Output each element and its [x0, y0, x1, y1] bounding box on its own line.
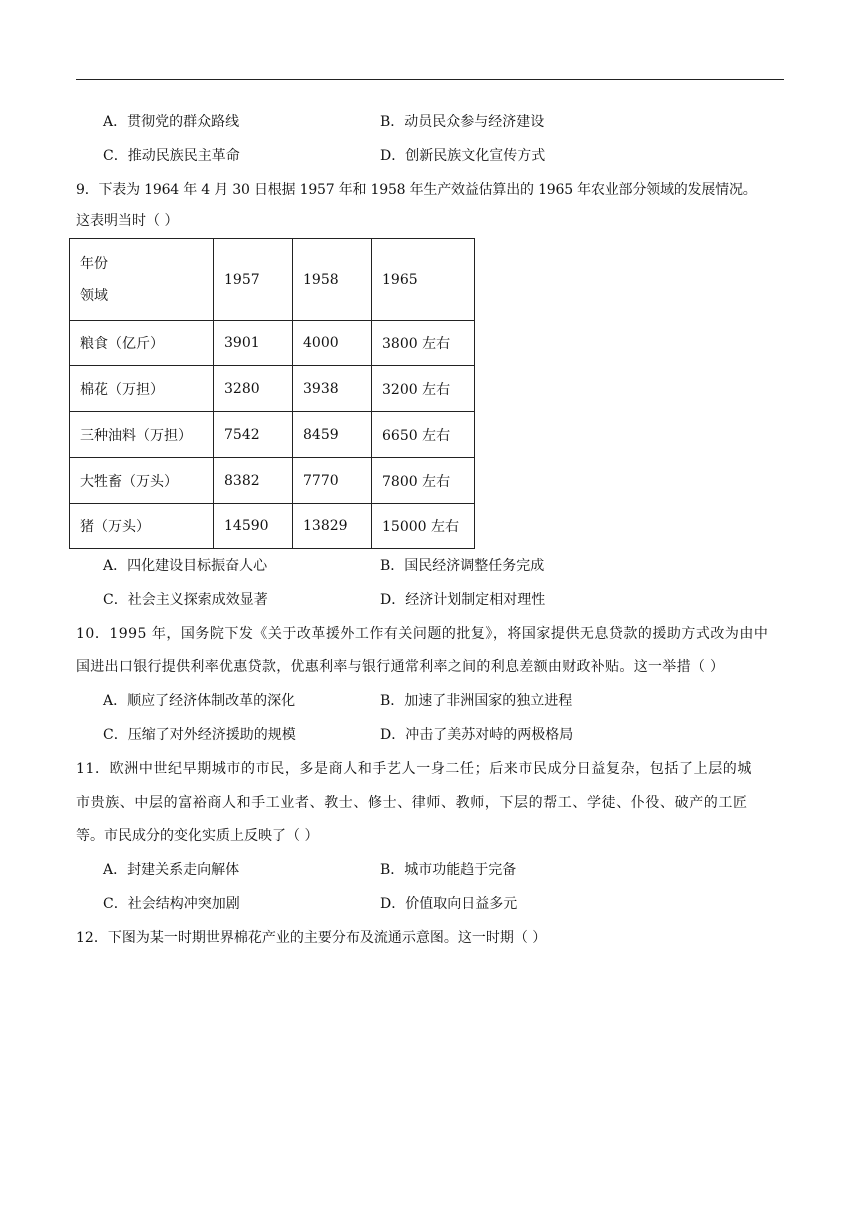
q10-option-c[interactable]: C．压缩了对外经济援助的规模 [103, 727, 296, 743]
table-corner-header [70, 239, 214, 321]
q10-option-b[interactable]: B．加速了非洲国家的独立进程 [380, 693, 573, 709]
table-cell: 8382 [214, 458, 293, 504]
q8-option-c[interactable]: C．推动民族民主革命 [103, 148, 240, 164]
q8-option-d[interactable]: D．创新民族文化宣传方式 [380, 148, 546, 164]
q8-option-a[interactable]: A．贯彻党的群众路线 [103, 114, 240, 130]
q9-option-c[interactable]: C．社会主义探索成效显著 [103, 592, 268, 608]
table-cell: 三种油料（万担） [70, 412, 214, 458]
header-field-label: 领域 [80, 287, 108, 304]
header-year-label: 年份 [80, 255, 108, 272]
table-cell: 7542 [214, 412, 293, 458]
q9-option-a[interactable]: A．四化建设目标振奋人心 [103, 558, 268, 574]
q10-stem-line1: 10．1995 年，国务院下发《关于改革援外工作有关问题的批复》，将国家提供无息贷款的援助方式改为由中 [76, 626, 769, 642]
table-cell: 3938 [293, 366, 372, 412]
table-cell: 3200 左右 [372, 366, 475, 412]
q11-option-b[interactable]: B．城市功能趋于完备 [380, 862, 517, 878]
table-cell: 6650 左右 [372, 412, 475, 458]
header-year-1958: 1958 [293, 239, 372, 321]
table-cell: 3901 [214, 321, 293, 366]
q9-stem-line2: 这表明当时（ ） [76, 213, 179, 229]
table-row [70, 412, 475, 458]
q11-option-c[interactable]: C．社会结构冲突加剧 [103, 896, 240, 912]
q9-data-table [69, 238, 475, 549]
table-cell: 7800 左右 [372, 458, 475, 504]
table-cell: 猪（万头） [70, 504, 214, 549]
table-row [70, 458, 475, 504]
q12-stem-line1: 12．下图为某一时期世界棉花产业的主要分布及流通示意图。这一时期（ ） [76, 930, 547, 946]
q10-option-a[interactable]: A．顺应了经济体制改革的深化 [103, 693, 296, 709]
table-cell: 粮食（亿斤） [70, 321, 214, 366]
header-rule [76, 79, 784, 80]
q8-option-b[interactable]: B．动员民众参与经济建设 [380, 114, 545, 130]
table-cell: 7770 [293, 458, 372, 504]
table-cell: 14590 [214, 504, 293, 549]
q11-option-d[interactable]: D．价值取向日益多元 [380, 896, 518, 912]
q9-option-b[interactable]: B．国民经济调整任务完成 [380, 558, 545, 574]
q11-stem-line1: 11．欧洲中世纪早期城市的市民，多是商人和手艺人一身二任；后来市民成分日益复杂，包括了上层的城 [76, 761, 753, 777]
table-header-row [70, 239, 475, 321]
table-row [70, 366, 475, 412]
q11-stem-line3: 等。市民成分的变化实质上反映了（ ） [76, 828, 319, 844]
table-row [70, 504, 475, 549]
q10-stem-line2: 国进出口银行提供利率优惠贷款，优惠利率与银行通常利率之间的利息差额由财政补贴。这一举措（ ） [76, 659, 725, 675]
table-cell: 大牲畜（万头） [70, 458, 214, 504]
table-row [70, 321, 475, 366]
q9-option-d[interactable]: D．经济计划制定相对理性 [380, 592, 546, 608]
q9-stem-line1: 9．下表为 1964 年 4 月 30 日根据 1957 年和 1958 年生产效益估算出的 1965 年农业部分领域的发展情况。 [76, 182, 757, 198]
table-cell: 8459 [293, 412, 372, 458]
q10-option-d[interactable]: D．冲击了美苏对峙的两极格局 [380, 727, 574, 743]
table-cell: 15000 左右 [372, 504, 475, 549]
table-cell: 3800 左右 [372, 321, 475, 366]
table-cell: 4000 [293, 321, 372, 366]
header-year-1957: 1957 [214, 239, 293, 321]
table-cell: 13829 [293, 504, 372, 549]
table-cell: 3280 [214, 366, 293, 412]
table-cell: 棉花（万担） [70, 366, 214, 412]
q11-option-a[interactable]: A．封建关系走向解体 [103, 862, 240, 878]
header-year-1965: 1965 [372, 239, 475, 321]
q11-stem-line2: 市贵族、中层的富裕商人和手工业者、教士、修士、律师、教师，下层的帮工、学徒、仆役、破产的工匠 [76, 795, 748, 811]
